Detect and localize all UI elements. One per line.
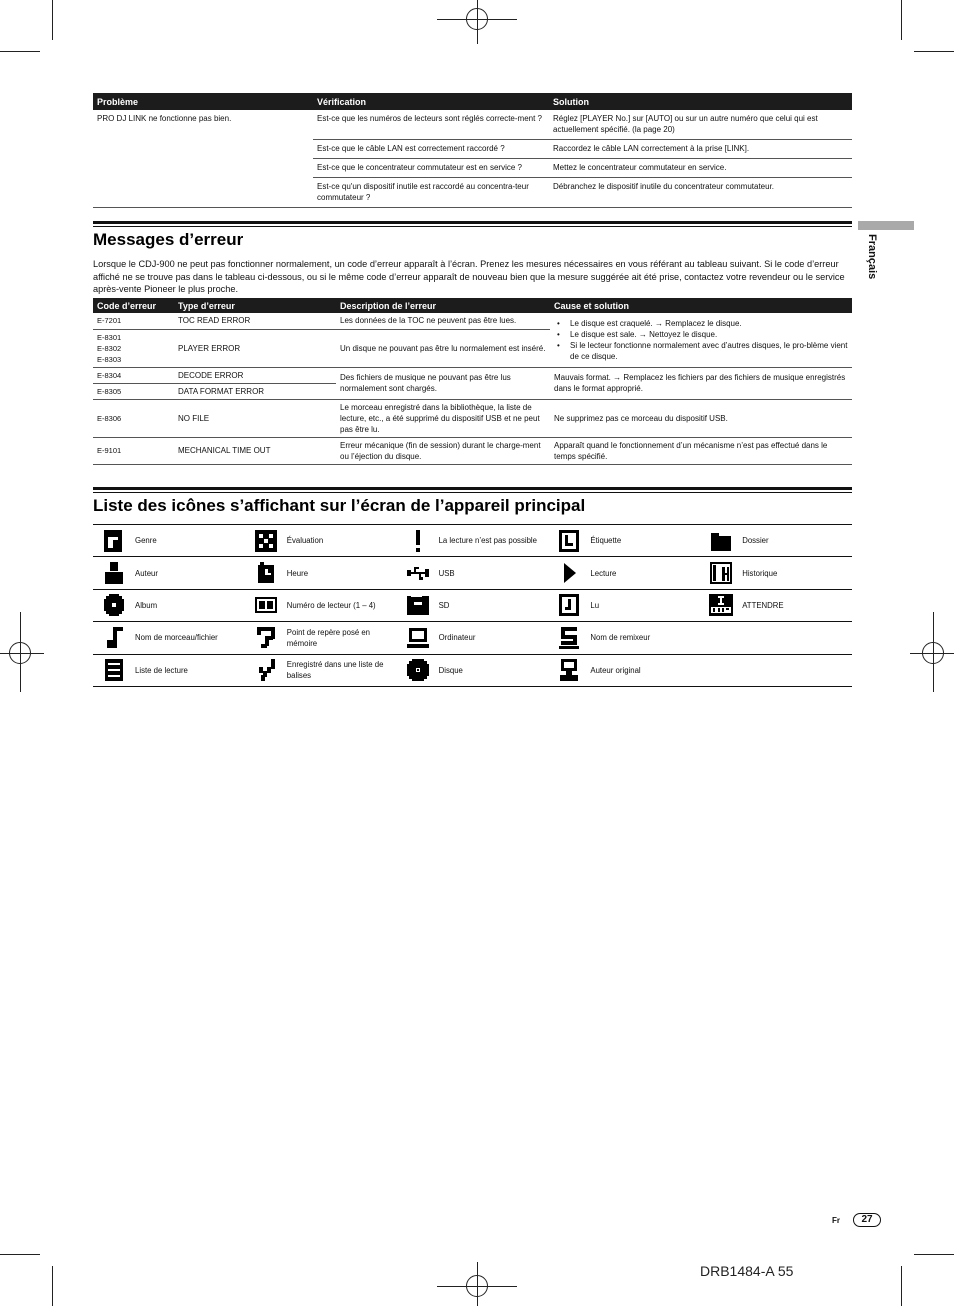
icon-row xyxy=(93,655,852,687)
icon-cell xyxy=(397,525,549,556)
crop-mark xyxy=(0,1254,40,1255)
usb-icon xyxy=(397,561,439,585)
error-type: DECODE ERROR xyxy=(174,367,336,383)
rating-icon xyxy=(245,529,287,553)
column-header: Description de l’erreur xyxy=(336,298,550,313)
icon-label: Point de repère posé en mémoire xyxy=(286,627,371,648)
column-header: Solution xyxy=(549,93,852,110)
error-code: E-8304 xyxy=(93,367,174,383)
icon-cell xyxy=(245,525,397,556)
icon-table xyxy=(93,524,852,687)
list-item: • Le disque est sale. → Nettoyez le disque. xyxy=(554,329,848,340)
error-description: Des fichiers de musique ne pouvant pas être lus normalement sont chargés. xyxy=(336,367,550,399)
icon-cell xyxy=(548,557,700,588)
column-header: Type d’erreur xyxy=(174,298,336,313)
icon-cell xyxy=(700,622,852,653)
player-number-icon xyxy=(245,593,287,617)
playlist-icon xyxy=(93,658,135,682)
check-cell: Est-ce que le concentrateur commutateur est en service ? xyxy=(313,159,549,178)
icon-cell xyxy=(245,557,397,588)
icon-label: ATTENDRE xyxy=(742,600,784,610)
icon-cell xyxy=(93,590,245,621)
troubleshooting-table xyxy=(93,93,852,208)
computer-icon xyxy=(397,626,439,650)
registration-line xyxy=(933,612,934,692)
error-type: NO FILE xyxy=(174,399,336,437)
language-label: Français xyxy=(866,234,878,280)
icon-cell xyxy=(700,655,852,686)
icon-label: Album xyxy=(135,600,158,610)
icon-cell xyxy=(548,525,700,556)
icon-cell xyxy=(245,590,397,621)
icon-row xyxy=(93,557,852,589)
folder-icon xyxy=(700,529,742,553)
error-table xyxy=(93,298,852,465)
icon-cell xyxy=(397,655,549,686)
error-description: Les données de la TOC ne peuvent pas être lues. xyxy=(336,313,550,329)
section-rule xyxy=(93,221,852,224)
error-cause xyxy=(550,313,852,367)
error-code: E-8305 xyxy=(93,383,174,399)
column-header: Code d’erreur xyxy=(93,298,174,313)
wait-icon xyxy=(700,593,742,617)
remixer-icon xyxy=(548,626,590,650)
album-icon xyxy=(93,593,135,617)
list-item: • Le disque est craquelé. → Remplacez le disque. xyxy=(554,318,848,329)
icon-label: Évaluation xyxy=(286,536,324,546)
icon-cell xyxy=(548,622,700,653)
time-icon xyxy=(245,561,287,585)
icon-row xyxy=(93,622,852,654)
artist-icon xyxy=(93,561,135,585)
icon-label: Auteur xyxy=(135,568,158,578)
table-row xyxy=(93,367,852,383)
icon-label: USB xyxy=(438,568,455,578)
tag-list-icon xyxy=(245,658,287,682)
icon-label: Ordinateur xyxy=(438,633,476,643)
registration-line xyxy=(910,653,954,654)
registration-line xyxy=(0,653,44,654)
table-row xyxy=(93,437,852,464)
icon-cell xyxy=(700,590,852,621)
icon-row xyxy=(93,590,852,622)
error-code xyxy=(93,329,174,367)
error-code: E-8306 xyxy=(93,399,174,437)
icon-label: Historique xyxy=(742,568,778,578)
icon-cell xyxy=(93,557,245,588)
column-header: Problème xyxy=(93,93,313,110)
icon-row xyxy=(93,525,852,557)
icon-label: Lecture xyxy=(590,568,617,578)
cause-list xyxy=(554,318,848,362)
crop-mark xyxy=(0,51,40,52)
check-cell: Est-ce que les numéros de lecteurs sont réglés correcte-ment ? xyxy=(313,110,549,140)
crop-mark xyxy=(901,0,902,40)
solution-cell: Réglez [PLAYER No.] sur [AUTO] ou sur un autre numéro que celui qui est actuellement spécifié. (la page 20) xyxy=(549,110,852,140)
crop-mark xyxy=(914,51,954,52)
played-icon xyxy=(548,593,590,617)
icon-label: Auteur original xyxy=(590,665,641,675)
icon-cell xyxy=(397,557,549,588)
error-description: Le morceau enregistré dans la bibliothèque, la liste de lecture, etc., a été supprimé du dispositif USB et ne peut pas être lu. xyxy=(336,399,550,437)
solution-cell: Raccordez le câble LAN correctement à la prise [LINK]. xyxy=(549,140,852,159)
error-type: MECHANICAL TIME OUT xyxy=(174,437,336,464)
play-icon xyxy=(548,561,590,585)
history-icon xyxy=(700,561,742,585)
crop-mark xyxy=(901,1266,902,1306)
disc-icon xyxy=(397,658,439,682)
track-icon xyxy=(93,626,135,650)
icon-cell xyxy=(93,525,245,556)
column-header: Cause et solution xyxy=(550,298,852,313)
error-type: PLAYER ERROR xyxy=(174,329,336,367)
error-cause: Ne supprimez pas ce morceau du dispositif USB. xyxy=(550,399,852,437)
sd-icon xyxy=(397,593,439,617)
icon-cell xyxy=(245,622,397,653)
icon-cell xyxy=(245,655,397,686)
page-number: 27 xyxy=(853,1213,881,1227)
icon-cell xyxy=(700,557,852,588)
icon-label: Heure xyxy=(286,568,309,578)
icon-cell xyxy=(397,622,549,653)
icon-label: Enregistré dans une liste de balises xyxy=(286,660,384,681)
error-description: Erreur mécanique (fin de session) durant le charge-ment ou l’éjection du disque. xyxy=(336,437,550,464)
solution-cell: Débranchez le dispositif inutile du concentrateur commutateur. xyxy=(549,178,852,208)
icon-cell xyxy=(700,525,852,556)
footer-language: Fr xyxy=(832,1216,840,1225)
error-code-line: E-8301 xyxy=(97,332,122,342)
errors-intro: Lorsque le CDJ-900 ne peut pas fonctionner normalement, un code d’erreur apparaît à l’écran. Prenez les mesures nécessaires en vous référant au tableau suivant. Si le code d’erreur affiché ne se trouve pas dans le tableau ci-dessous, ou si le même code d’erreur apparaît de nouveau bien que la mesure suggérée ait été prise, contactez votre revendeur ou le service après-vente Pioneer le plus proche. xyxy=(93,259,845,295)
check-cell: Est-ce que le câble LAN est correctement raccordé ? xyxy=(313,140,549,159)
list-item: • Si le lecteur fonctionne normalement avec d’autres disques, le pro-blème vient de ce disque. xyxy=(554,340,848,362)
error-type: DATA FORMAT ERROR xyxy=(174,383,336,399)
icon-label: Liste de lecture xyxy=(135,665,188,675)
registration-line xyxy=(477,0,478,44)
column-header: Vérification xyxy=(313,93,549,110)
registration-line xyxy=(477,1262,478,1306)
error-code: E-7201 xyxy=(93,313,174,329)
section-rule xyxy=(93,487,852,490)
language-tab xyxy=(858,221,914,230)
document-code: DRB1484-A 55 xyxy=(700,1263,794,1279)
icon-label: La lecture n’est pas possible xyxy=(438,536,537,546)
table-row xyxy=(93,110,852,140)
icon-cell xyxy=(548,590,700,621)
icon-label: Numéro de lecteur (1 – 4) xyxy=(286,600,376,610)
crop-mark xyxy=(52,1266,53,1306)
crop-mark xyxy=(914,1254,954,1255)
label-icon xyxy=(548,529,590,553)
error-cause: Apparaît quand le fonctionnement d’un mécanisme n’est pas effectué dans le temps spécifié. xyxy=(550,437,852,464)
table-row xyxy=(93,313,852,329)
icon-label: Nom de remixeur xyxy=(590,633,651,643)
icon-label: Étiquette xyxy=(590,536,622,546)
icon-label: Genre xyxy=(135,536,157,546)
table-row xyxy=(93,399,852,437)
solution-cell: Mettez le concentrateur commutateur en service. xyxy=(549,159,852,178)
section-title-icons: Liste des icônes s’affichant sur l’écran de l’appareil principal xyxy=(93,496,586,515)
error-type: TOC READ ERROR xyxy=(174,313,336,329)
error-code-line: E-8302 xyxy=(97,343,122,353)
table-header-row xyxy=(93,298,852,313)
error-description: Un disque ne pouvant pas être lu normalement est inséré. xyxy=(336,329,550,367)
icon-label: SD xyxy=(438,600,450,610)
icon-cell xyxy=(93,622,245,653)
genre-icon xyxy=(93,529,135,553)
icon-cell xyxy=(548,655,700,686)
icon-label: Lu xyxy=(590,600,600,610)
error-cause: Mauvais format. → Remplacez les fichiers par des fichiers de musique enregistrés dans le format approprié. xyxy=(550,367,852,399)
crop-mark xyxy=(52,0,53,40)
icon-cell xyxy=(397,590,549,621)
icon-label: Nom de morceau/fichier xyxy=(135,633,218,643)
icon-cell xyxy=(93,655,245,686)
error-code-line: E-8303 xyxy=(97,354,122,364)
unplayable-icon xyxy=(397,529,439,553)
error-code: E-9101 xyxy=(93,437,174,464)
registration-line xyxy=(20,612,21,692)
problem-cell: PRO DJ LINK ne fonctionne pas bien. xyxy=(93,110,313,208)
original-artist-icon xyxy=(548,658,590,682)
icon-label: Dossier xyxy=(742,536,769,546)
section-title-errors: Messages d’erreur xyxy=(93,230,244,249)
memory-cue-icon xyxy=(245,626,287,650)
icon-label: Disque xyxy=(438,665,463,675)
table-header-row xyxy=(93,93,852,110)
check-cell: Est-ce qu'un dispositif inutile est raccordé au concentra-teur commutateur ? xyxy=(313,178,549,208)
